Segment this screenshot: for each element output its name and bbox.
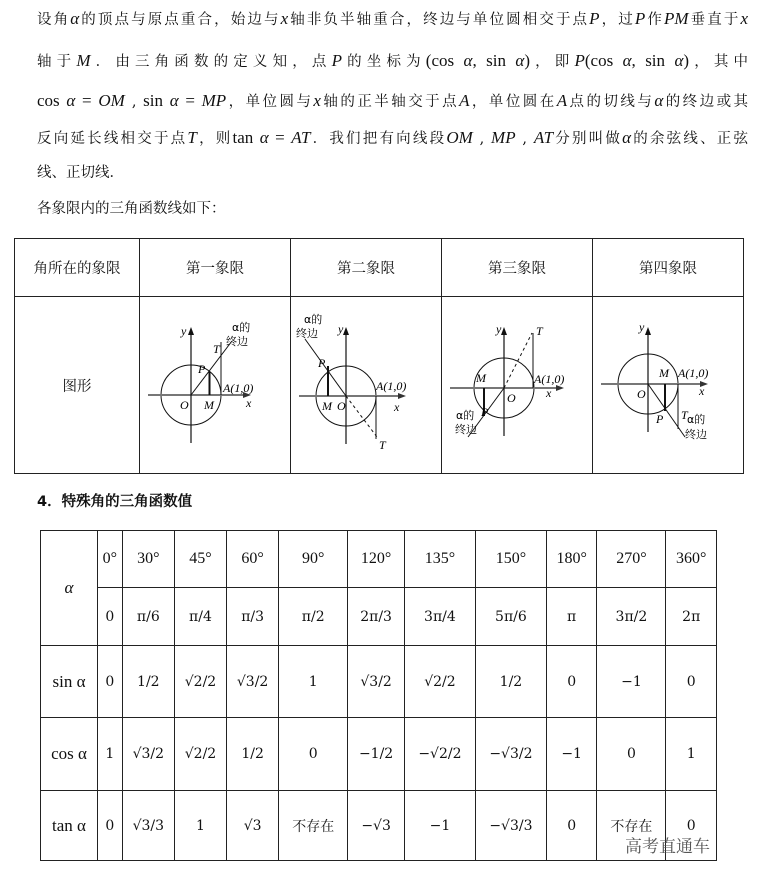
math-value: −1 (429, 817, 451, 834)
math-value: 1 (105, 746, 115, 762)
label-y: y (639, 320, 645, 334)
text-run: 各象限内的三角函数线如下： (37, 201, 226, 217)
text-run: ，单位圆在 (469, 94, 557, 110)
math-value: 0 (105, 817, 115, 834)
value-cell (597, 646, 666, 718)
text-run: 分别叫做 (553, 131, 623, 147)
diagram-q4 (593, 297, 744, 474)
text-run: 轴非负半轴重合，终边与单位圆相交于点 (288, 12, 590, 28)
math-value: √3/2 (360, 673, 392, 690)
function-label-text: tan α (52, 815, 86, 835)
text-run: , (515, 131, 534, 147)
text-run: ，过 (599, 12, 635, 28)
terminal-side (305, 339, 346, 396)
y-axis-arrow-icon (645, 327, 651, 335)
value-cell (404, 718, 475, 791)
label-T: T (379, 438, 386, 452)
text-run: 设角 (37, 12, 71, 28)
text-run: 的坐标为 (341, 54, 426, 70)
label-A: A(1,0) (376, 379, 407, 393)
value-cell (174, 718, 226, 791)
math-value: 3π/4 (424, 608, 456, 625)
text-run: , sin (472, 51, 516, 70)
value-cell (227, 646, 279, 718)
value-cell (546, 791, 596, 861)
radian-cell (475, 588, 546, 646)
radian-cell (174, 588, 226, 646)
text-run: ) (524, 51, 530, 70)
function-label (41, 718, 98, 791)
value-cell (279, 718, 348, 791)
y-axis-arrow-icon (188, 327, 194, 335)
label-O: O (337, 399, 346, 413)
math-value: 0 (105, 608, 115, 625)
text-run: 的顶点与原点重合，始边与 (79, 12, 281, 28)
value-cell (279, 791, 348, 861)
label-M: M (204, 398, 214, 412)
math-value: π (567, 608, 577, 625)
text-run: α (622, 51, 632, 70)
label-T: T (213, 342, 220, 356)
label-P: P (656, 412, 664, 426)
math-value: 1/2 (499, 673, 523, 690)
math-value: −1/2 (358, 746, 394, 762)
alpha-symbol: α (64, 578, 74, 597)
radian-cell (546, 588, 596, 646)
math-value: 0 (105, 673, 115, 690)
text-run: MP (491, 128, 516, 147)
degree-cell: 270° (597, 531, 666, 588)
degree-cell: 45° (174, 531, 226, 588)
value-cell (546, 718, 596, 791)
value-cell (174, 791, 226, 861)
label-O: O (637, 387, 646, 401)
label-P: P (318, 356, 326, 370)
value-cell (279, 646, 348, 718)
label-y: y (338, 322, 344, 336)
text-run: 的余弦线、正弦 (631, 131, 749, 147)
math-value: 3π/2 (615, 608, 648, 625)
value-cell (122, 646, 174, 718)
header-q3: 第三象限 (442, 239, 593, 297)
special-angle-table (40, 530, 717, 861)
text-run: cos (37, 91, 67, 110)
radian-cell (98, 588, 123, 646)
math-value: π/3 (241, 608, 265, 625)
math-value: −√3/3 (489, 817, 533, 834)
label-y: y (496, 322, 502, 336)
label-x: x (546, 386, 552, 400)
reverse-extension (346, 396, 377, 437)
label-O: O (507, 391, 516, 405)
math-value: 1/2 (241, 746, 264, 762)
math-value: 0 (567, 673, 577, 690)
paragraph-line (37, 198, 748, 220)
diagram-q1 (140, 297, 291, 474)
label-P: P (481, 405, 489, 419)
math-value: 1 (686, 746, 696, 762)
label-A: A(1,0) (534, 372, 565, 386)
degree-cell: 360° (666, 531, 717, 588)
value-cell (348, 791, 405, 861)
math-value: −√3/2 (489, 746, 533, 762)
x-axis-arrow-icon (398, 393, 406, 399)
text-run: x (280, 9, 289, 28)
math-value: 0 (686, 673, 696, 690)
text-run: A (556, 91, 568, 110)
header-q1: 第一象限 (140, 239, 291, 297)
degree-cell: 30° (122, 531, 174, 588)
text-run: (cos (425, 51, 464, 70)
text-run: α (66, 91, 76, 110)
math-value: 2π/3 (360, 608, 392, 625)
label-x: x (394, 400, 400, 414)
text-run: α (515, 51, 525, 70)
label-alpha: α的 (232, 321, 251, 334)
value-cell (597, 718, 666, 791)
row-label-figure: 图形 (15, 297, 140, 474)
math-value: 0 (308, 746, 318, 762)
diagram-q2 (291, 297, 442, 474)
text-run: 反向延长线相交于点 (37, 131, 188, 147)
text-run: AT (533, 128, 554, 147)
degree-cell: 0° (98, 531, 123, 588)
value-cell (475, 646, 546, 718)
label-A: A(1,0) (678, 366, 709, 380)
value-cell (98, 646, 123, 718)
math-value: −1 (561, 746, 582, 762)
terminal-side (648, 384, 685, 437)
text-run: P (589, 9, 600, 28)
label-A: A(1,0) (223, 381, 254, 395)
value-cell (475, 791, 546, 861)
text-run: MP (201, 91, 227, 110)
label-M: M (476, 371, 486, 385)
value-cell (122, 791, 174, 861)
radian-cell (279, 588, 348, 646)
text-run: α (169, 91, 179, 110)
value-cell (348, 718, 405, 791)
label-alpha: α的 (456, 409, 475, 422)
table-row (41, 791, 717, 861)
value-cell (404, 791, 475, 861)
table-row (41, 588, 717, 646)
value-cell (174, 646, 226, 718)
label-T: T (536, 324, 543, 338)
text-run: x (740, 9, 749, 28)
math-value: π/2 (301, 608, 325, 625)
math-value: √2/2 (184, 673, 217, 690)
degree-cell: 120° (348, 531, 405, 588)
y-axis-arrow-icon (501, 327, 507, 335)
text-run: α (622, 128, 632, 147)
text-run: ，即 (529, 54, 575, 70)
text-run: 线、正切线． (37, 165, 124, 181)
text-run: P (574, 51, 585, 70)
watermark: 高考直通车 (625, 837, 710, 857)
label-M: M (659, 366, 669, 380)
diagram-q3 (442, 297, 593, 474)
label-x: x (246, 396, 252, 410)
radian-cell (227, 588, 279, 646)
y-axis-arrow-icon (343, 327, 349, 335)
math-value: 0 (567, 817, 577, 834)
label-edge: 终边 (226, 335, 248, 348)
label-O: O (180, 398, 189, 412)
text-run: 轴的正半轴交于点 (320, 94, 460, 110)
text-run: α (674, 51, 684, 70)
text-run: OM (446, 128, 473, 147)
text-run: , (472, 131, 492, 147)
value-cell (475, 718, 546, 791)
math-value: 0 (626, 746, 636, 762)
math-value: 0 (686, 817, 696, 834)
radian-cell (122, 588, 174, 646)
text-run: 的终边或其 (663, 94, 749, 110)
reverse-extension (504, 333, 532, 388)
quadrant-trig-lines-table (14, 238, 744, 474)
radian-cell (404, 588, 475, 646)
text-run: 点的切线与 (567, 94, 655, 110)
text-run: , sin (631, 51, 675, 70)
function-label (41, 646, 98, 718)
radian-cell (666, 588, 717, 646)
text-run: T (187, 128, 197, 147)
text-run: α (654, 91, 664, 110)
text-run: x (313, 91, 321, 110)
label-alpha: α的 (304, 313, 323, 326)
math-value: √2/2 (184, 746, 217, 762)
section-heading: 4．特殊角的三角函数值 (37, 494, 193, 510)
label-T: T (681, 408, 688, 422)
math-value: −1 (621, 673, 642, 690)
value-cell (98, 718, 123, 791)
label-edge: 终边 (296, 327, 318, 340)
value-cell (666, 646, 717, 718)
text-run: tan (232, 128, 260, 147)
text-run: 作 (645, 12, 664, 28)
text-run: = (75, 91, 99, 110)
header-q4: 第四象限 (593, 239, 744, 297)
math-value: 不存在 (292, 818, 335, 835)
text-run: 轴于 (37, 54, 77, 70)
text-run: (cos (584, 51, 623, 70)
degree-cell: 180° (546, 531, 596, 588)
text-run: sin (136, 91, 170, 110)
function-label (41, 791, 98, 861)
math-value: π/4 (189, 608, 212, 625)
header-quadrant: 角所在的象限 (15, 239, 140, 297)
alpha-header (41, 531, 98, 646)
table-row (41, 718, 717, 791)
text-run: A (459, 91, 470, 110)
text-run: ，则 (196, 131, 233, 147)
paragraph-line (37, 50, 748, 72)
table-row (41, 646, 717, 718)
text-run: M (76, 51, 91, 70)
label-x: x (699, 384, 705, 398)
value-cell (227, 718, 279, 791)
text-run: AT (291, 128, 311, 147)
math-value: −√2/2 (418, 746, 462, 762)
text-run: ) (683, 51, 690, 70)
math-value: 不存在 (610, 818, 653, 835)
text-run: α (70, 9, 80, 28)
header-q2: 第二象限 (291, 239, 442, 297)
value-cell (348, 646, 405, 718)
paragraph-line (37, 90, 748, 112)
label-y: y (181, 324, 187, 338)
math-value: √3/3 (132, 817, 165, 834)
value-cell (98, 791, 123, 861)
math-value: 1/2 (137, 673, 160, 690)
label-edge: 终边 (455, 423, 477, 436)
degree-cell: 60° (227, 531, 279, 588)
text-run: = (178, 91, 202, 110)
math-value: √3/2 (236, 673, 269, 690)
math-value: √3 (243, 817, 262, 834)
text-run: , (124, 94, 137, 110)
paragraph-line (37, 127, 748, 149)
function-label-text: sin α (52, 671, 86, 691)
text-run: ．由三角函数的定义知，点 (90, 54, 332, 70)
text-run: ．我们把有向线段 (310, 131, 447, 147)
math-value: √3/2 (132, 746, 165, 762)
value-cell (122, 718, 174, 791)
value-cell (666, 718, 717, 791)
math-value: −√3 (361, 817, 391, 834)
text-run: = (268, 128, 292, 147)
text-run: OM (98, 91, 125, 110)
text-run: α (259, 128, 269, 147)
math-value: √2/2 (424, 673, 456, 690)
radian-cell (348, 588, 405, 646)
value-cell (227, 791, 279, 861)
paragraph-line (37, 8, 748, 30)
text-run: ，单位圆与 (226, 94, 314, 110)
paragraph-line (37, 162, 748, 184)
math-value: 5π/6 (495, 608, 527, 625)
text-run: 垂直于 (688, 12, 741, 28)
math-value: 1 (308, 673, 318, 690)
value-cell (546, 646, 596, 718)
text-run: α (463, 51, 473, 70)
math-value: π/6 (136, 608, 160, 625)
function-label-text: cos α (51, 744, 87, 763)
radian-cell (597, 588, 666, 646)
text-run: ，其中 (689, 54, 749, 70)
label-M: M (322, 399, 332, 413)
text-run: PM (664, 9, 689, 28)
math-value: 1 (196, 817, 205, 834)
label-edge: 终边 (685, 428, 707, 441)
text-run: P (634, 9, 646, 28)
degree-cell: 150° (475, 531, 546, 588)
value-cell (404, 646, 475, 718)
degree-cell: 90° (279, 531, 348, 588)
label-P: P (198, 362, 206, 376)
degree-cell: 135° (404, 531, 475, 588)
text-run: P (331, 51, 342, 70)
table-row (41, 531, 717, 588)
math-value: 2π (682, 608, 701, 625)
label-alpha: α的 (687, 413, 706, 426)
